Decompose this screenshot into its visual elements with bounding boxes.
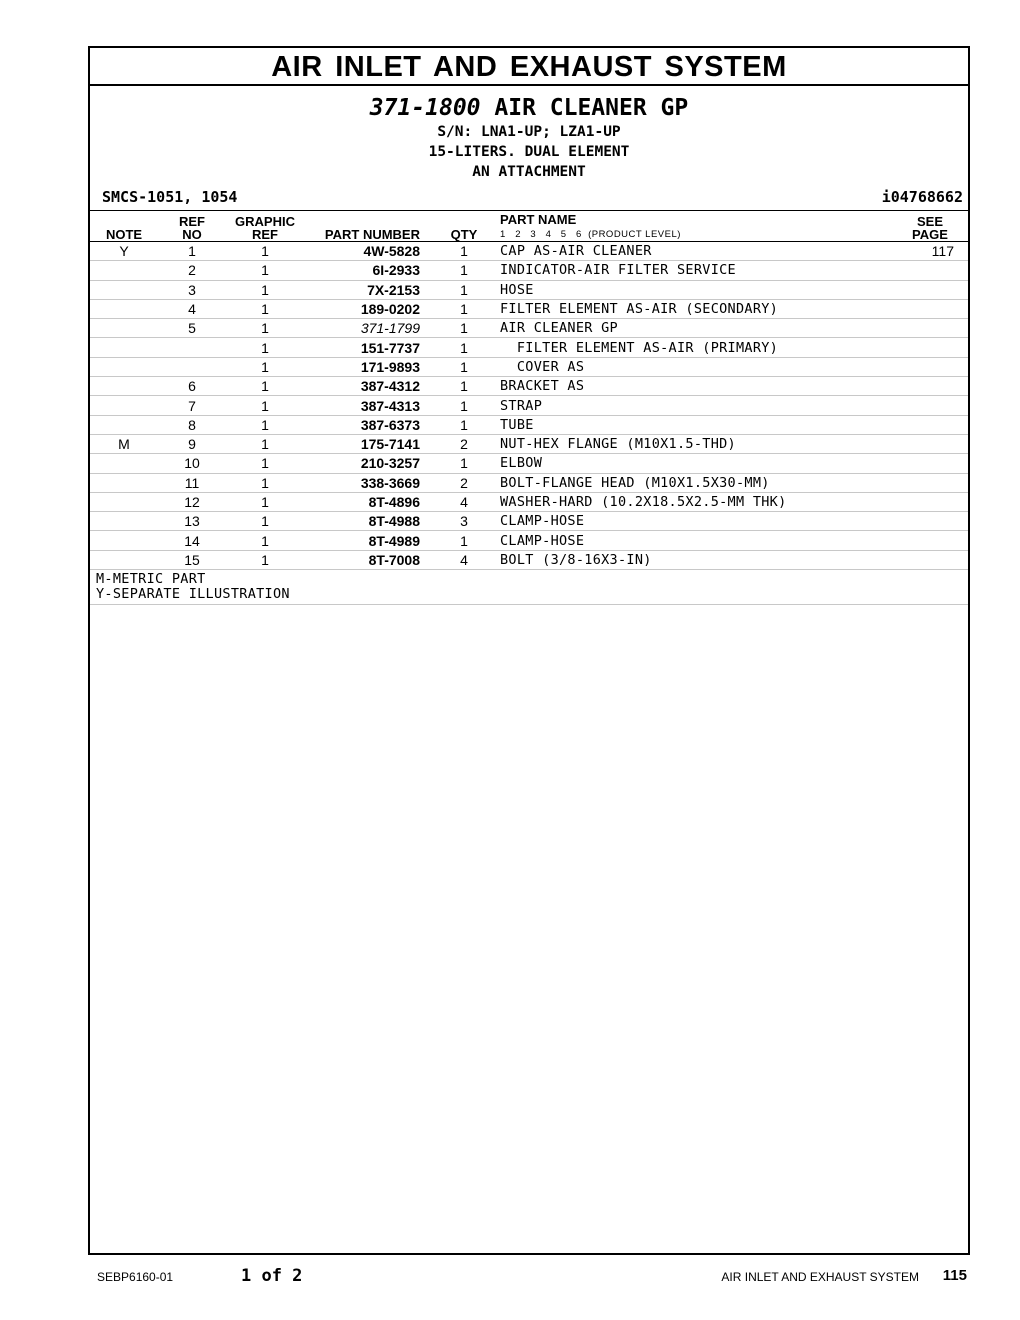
page-frame	[88, 46, 970, 1255]
note-cell	[90, 531, 158, 550]
qty-cell: 1	[436, 357, 492, 376]
see-page-cell	[892, 338, 968, 357]
graphic-ref-cell: 1	[226, 319, 304, 338]
footer-section-title: AIR INLET AND EXHAUST SYSTEM	[721, 1270, 919, 1284]
table-row	[90, 242, 968, 261]
table-row	[90, 319, 968, 338]
part-number-cell: 8T-4989	[304, 531, 436, 550]
qty-cell: 1	[436, 299, 492, 318]
graphic-ref-cell: 1	[226, 261, 304, 280]
note-cell: M	[90, 434, 158, 453]
part-number-cell: 371-1799	[304, 319, 436, 338]
col-part-name: PART NAME 1 2 3 4 5 6 (PRODUCT LEVEL)	[492, 211, 892, 242]
part-name-cell: HOSE	[492, 280, 892, 299]
ref-no-cell: 9	[158, 434, 226, 453]
qty-cell: 3	[436, 512, 492, 531]
note-cell	[90, 357, 158, 376]
note-cell	[90, 415, 158, 434]
graphic-ref-cell: 1	[226, 396, 304, 415]
table-row	[90, 512, 968, 531]
parts-table-header	[90, 211, 968, 242]
notes-legend	[90, 570, 968, 605]
part-number-cell: 8T-4988	[304, 512, 436, 531]
qty-cell: 4	[436, 550, 492, 569]
table-row	[90, 396, 968, 415]
graphic-ref-cell: 1	[226, 454, 304, 473]
graphic-ref-cell: 1	[226, 473, 304, 492]
see-page-cell	[892, 434, 968, 453]
note-cell	[90, 396, 158, 415]
col-ref-no: REF NO	[158, 211, 226, 242]
note-cell: Y	[90, 242, 158, 261]
see-page-cell	[892, 473, 968, 492]
part-name-cell: TUBE	[492, 415, 892, 434]
qty-cell: 1	[436, 396, 492, 415]
part-number-cell: 6I-2933	[304, 261, 436, 280]
part-number-cell: 387-6373	[304, 415, 436, 434]
note-cell	[90, 550, 158, 569]
group-part-number: 371-1800	[369, 95, 481, 121]
qty-cell: 1	[436, 377, 492, 396]
part-number-cell: 175-7141	[304, 434, 436, 453]
see-page-cell: 117	[892, 242, 968, 261]
smcs-code: SMCS-1051, 1054	[102, 188, 238, 206]
qty-cell: 1	[436, 338, 492, 357]
graphic-ref-cell: 1	[226, 415, 304, 434]
qty-cell: 1	[436, 261, 492, 280]
ref-no-cell: 12	[158, 492, 226, 511]
ref-no-cell: 7	[158, 396, 226, 415]
table-row	[90, 377, 968, 396]
see-page-cell	[892, 415, 968, 434]
see-page-cell	[892, 377, 968, 396]
table-row	[90, 473, 968, 492]
table-row	[90, 299, 968, 318]
qty-cell: 2	[436, 473, 492, 492]
section-title: AIR INLET AND EXHAUST SYSTEM	[90, 48, 968, 86]
ref-no-cell: 4	[158, 299, 226, 318]
part-name-cell: BOLT (3/8-16X3-IN)	[492, 550, 892, 569]
part-name-cell: INDICATOR-AIR FILTER SERVICE	[492, 261, 892, 280]
col-part-number: PART NUMBER	[304, 211, 436, 242]
table-row	[90, 550, 968, 569]
page-footer	[0, 1266, 1020, 1290]
part-number-cell: 338-3669	[304, 473, 436, 492]
note-cell	[90, 280, 158, 299]
see-page-cell	[892, 319, 968, 338]
qty-cell: 1	[436, 319, 492, 338]
ref-no-cell: 5	[158, 319, 226, 338]
part-name-cell: WASHER-HARD (10.2X18.5X2.5-MM THK)	[492, 492, 892, 511]
table-row	[90, 492, 968, 511]
table-row	[90, 280, 968, 299]
parts-table-body	[90, 242, 968, 570]
table-row	[90, 434, 968, 453]
part-name-cell: BRACKET AS	[492, 377, 892, 396]
page-number: 115	[942, 1267, 967, 1284]
graphic-ref-cell: 1	[226, 531, 304, 550]
part-name-cell: FILTER ELEMENT AS-AIR (SECONDARY)	[492, 299, 892, 318]
see-page-cell	[892, 261, 968, 280]
see-page-cell	[892, 492, 968, 511]
part-number-cell: 8T-7008	[304, 550, 436, 569]
part-number-cell: 387-4313	[304, 396, 436, 415]
see-page-cell	[892, 299, 968, 318]
part-number-cell: 171-9893	[304, 357, 436, 376]
see-page-cell	[892, 396, 968, 415]
part-name-cell: CAP AS-AIR CLEANER	[492, 242, 892, 261]
graphic-ref-cell: 1	[226, 338, 304, 357]
part-name-cell: AIR CLEANER GP	[492, 319, 892, 338]
table-row	[90, 357, 968, 376]
part-name-cell: CLAMP-HOSE	[492, 512, 892, 531]
note-cell	[90, 473, 158, 492]
smcs-row	[90, 186, 968, 211]
col-graphic-ref: GRAPHIC REF	[226, 211, 304, 242]
graphic-ref-cell: 1	[226, 492, 304, 511]
ref-no-cell: 2	[158, 261, 226, 280]
note-cell	[90, 377, 158, 396]
page-of: 1 of 2	[241, 1266, 303, 1286]
col-see-page: SEE PAGE	[892, 211, 968, 242]
ref-no-cell	[158, 357, 226, 376]
col-note: NOTE	[90, 211, 158, 242]
ref-no-cell: 8	[158, 415, 226, 434]
part-name-cell: BOLT-FLANGE HEAD (M10X1.5X30-MM)	[492, 473, 892, 492]
part-number-cell: 151-7737	[304, 338, 436, 357]
group-description-line-2: AN ATTACHMENT	[472, 164, 586, 180]
graphic-ref-cell: 1	[226, 512, 304, 531]
parts-table	[90, 211, 968, 570]
qty-cell: 4	[436, 492, 492, 511]
part-number-cell: 210-3257	[304, 454, 436, 473]
ref-no-cell: 1	[158, 242, 226, 261]
table-row	[90, 454, 968, 473]
group-title	[90, 94, 968, 122]
table-row	[90, 531, 968, 550]
part-name-cell: FILTER ELEMENT AS-AIR (PRIMARY)	[492, 338, 892, 357]
note-metric: M-METRIC PART	[96, 571, 206, 588]
graphic-ref-cell: 1	[226, 377, 304, 396]
ref-no-cell: 10	[158, 454, 226, 473]
qty-cell: 1	[436, 242, 492, 261]
table-row	[90, 415, 968, 434]
qty-cell: 1	[436, 415, 492, 434]
part-name-cell: NUT-HEX FLANGE (M10X1.5-THD)	[492, 434, 892, 453]
graphic-ref-cell: 1	[226, 434, 304, 453]
col-qty: QTY	[436, 211, 492, 242]
group-header	[90, 94, 968, 182]
ref-no-cell: 11	[158, 473, 226, 492]
part-name-cell: STRAP	[492, 396, 892, 415]
part-name-cell: COVER AS	[492, 357, 892, 376]
note-separate-illustration: Y-SEPARATE ILLUSTRATION	[96, 586, 290, 603]
part-name-cell: ELBOW	[492, 454, 892, 473]
part-name-cell: CLAMP-HOSE	[492, 531, 892, 550]
part-number-cell: 189-0202	[304, 299, 436, 318]
qty-cell: 1	[436, 454, 492, 473]
product-level-legend: 1 2 3 4 5 6 (PRODUCT LEVEL)	[500, 229, 681, 240]
note-cell	[90, 492, 158, 511]
note-cell	[90, 512, 158, 531]
part-number-cell: 8T-4896	[304, 492, 436, 511]
qty-cell: 1	[436, 531, 492, 550]
table-row	[90, 338, 968, 357]
see-page-cell	[892, 280, 968, 299]
ref-no-cell: 3	[158, 280, 226, 299]
qty-cell: 2	[436, 434, 492, 453]
note-cell	[90, 319, 158, 338]
ref-no-cell: 13	[158, 512, 226, 531]
note-cell	[90, 454, 158, 473]
note-cell	[90, 261, 158, 280]
part-number-cell: 7X-2153	[304, 280, 436, 299]
note-cell	[90, 338, 158, 357]
graphic-ref-cell: 1	[226, 550, 304, 569]
see-page-cell	[892, 550, 968, 569]
note-cell	[90, 299, 158, 318]
serial-range: S/N: LNA1-UP; LZA1-UP	[437, 124, 621, 140]
illustration-id: i04768662	[881, 188, 963, 206]
see-page-cell	[892, 357, 968, 376]
group-name: AIR CLEANER GP	[494, 95, 689, 121]
ref-no-cell: 15	[158, 550, 226, 569]
graphic-ref-cell: 1	[226, 280, 304, 299]
see-page-cell	[892, 531, 968, 550]
ref-no-cell: 6	[158, 377, 226, 396]
qty-cell: 1	[436, 280, 492, 299]
document-number: SEBP6160-01	[97, 1270, 174, 1284]
ref-no-cell	[158, 338, 226, 357]
part-number-cell: 387-4312	[304, 377, 436, 396]
group-description-line-1: 15-LITERS. DUAL ELEMENT	[428, 144, 630, 160]
see-page-cell	[892, 512, 968, 531]
graphic-ref-cell: 1	[226, 357, 304, 376]
part-number-cell: 4W-5828	[304, 242, 436, 261]
ref-no-cell: 14	[158, 531, 226, 550]
graphic-ref-cell: 1	[226, 242, 304, 261]
see-page-cell	[892, 454, 968, 473]
graphic-ref-cell: 1	[226, 299, 304, 318]
table-row	[90, 261, 968, 280]
